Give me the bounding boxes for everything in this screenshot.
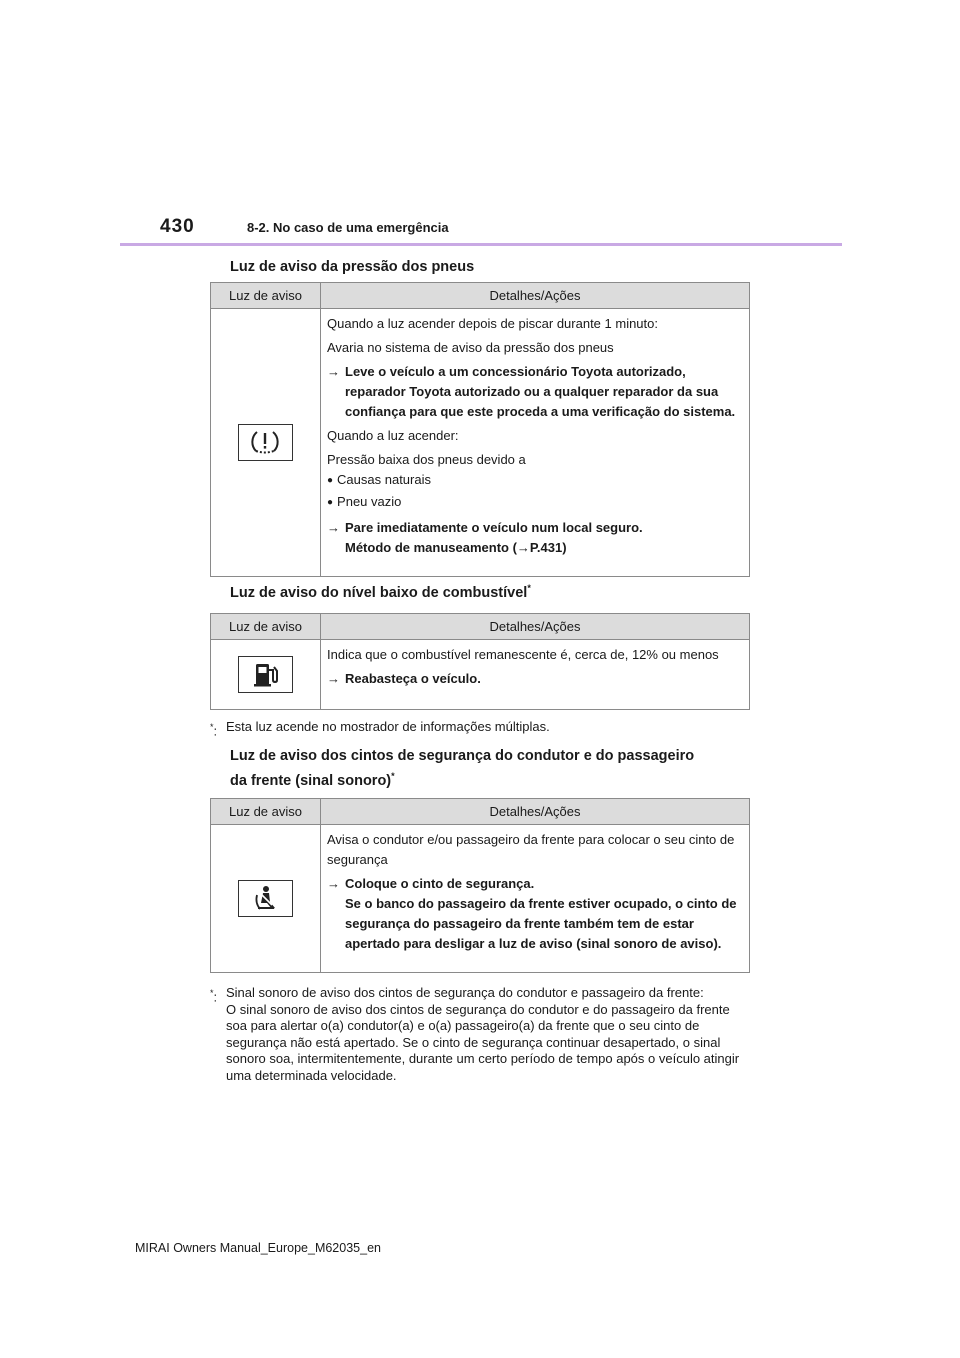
heading-seatbelt — [230, 745, 694, 792]
header-rule — [120, 243, 842, 246]
heading-text: Luz de aviso dos cintos de segurança do condutor e do passageiro — [230, 748, 695, 764]
table-low-fuel — [210, 613, 750, 710]
page-reference: Método de manuseamento (→P.431) — [345, 540, 567, 555]
action-text: Leve o veículo a um concessionário Toyota autorizado, reparador Toyota autorizado ou a qualquer reparador da sua confiança para que este proceda a uma verificação do sistema. — [345, 364, 736, 419]
heading-tire-pressure: Luz de aviso da pressão dos pneus — [230, 259, 475, 275]
action-text: Se o banco do passageiro da frente estiver ocupado, o cinto de segurança do passageiro da frente também tem de estar apertado para desligar a luz de aviso (sinal sonoro de aviso). — [345, 896, 737, 951]
description-text: Avisa o condutor e/ou passageiro da frente para colocar o seu cinto de segurança — [327, 832, 735, 867]
action-item — [327, 874, 743, 954]
icon-cell — [211, 825, 321, 973]
action-text: Reabasteça o veículo. — [345, 671, 481, 686]
description-text: Indica que o combustível remanescente é, cerca de, 12% ou menos — [327, 647, 719, 662]
seatbelt-reminder-icon — [238, 880, 293, 917]
column-header-warning-light: Luz de aviso — [211, 799, 321, 825]
footer-manual-id: MIRAI Owners Manual_Europe_M62035_en — [135, 1241, 381, 1255]
table-seatbelt — [210, 798, 750, 973]
arrow-right-icon: → — [327, 876, 340, 891]
details-cell — [321, 309, 750, 577]
bullet-item: ● Causas naturais — [327, 470, 743, 492]
arrow-right-icon: → — [327, 671, 340, 686]
footnote-text: Sinal sonoro de aviso dos cintos de segurança do condutor e passageiro da frente: — [226, 985, 704, 1000]
footnote-marker: *: — [210, 988, 218, 1005]
footnote-marker: * — [391, 771, 395, 782]
page-number: 430 — [160, 216, 195, 237]
heading-text: Luz de aviso do nível baixo de combustível — [230, 585, 528, 601]
condition-text: Quando a luz acender depois de piscar durante 1 minuto: — [327, 316, 658, 331]
bullet-item: ● Pneu vazio — [327, 492, 743, 514]
arrow-right-icon: → — [327, 520, 340, 535]
column-header-details: Detalhes/Ações — [321, 799, 750, 825]
action-text: Pare imediatamente o veículo num local seguro. — [345, 520, 643, 535]
action-text: Coloque o cinto de segurança. — [345, 876, 535, 891]
footnote-marker: *: — [210, 722, 218, 739]
action-item — [327, 518, 743, 558]
details-cell — [321, 825, 750, 973]
arrow-right-icon: → — [327, 364, 340, 379]
heading-low-fuel — [230, 582, 531, 604]
icon-cell — [211, 640, 321, 710]
column-header-warning-light: Luz de aviso — [211, 283, 321, 309]
footnote-seatbelt — [210, 985, 750, 1084]
tire-pressure-warning-icon — [238, 424, 293, 461]
column-header-warning-light: Luz de aviso — [211, 614, 321, 640]
cause-text: Avaria no sistema de aviso da pressão dos pneus — [327, 340, 614, 355]
footnote-marker: * — [527, 583, 531, 594]
footnote-text: O sinal sonoro de aviso dos cintos de segurança do condutor e do passageiro da frente soa para alertar o(a) condutor(a) e o(a) passageiro(a) da frente que o seu cinto de segurança não está apertado. Se o cinto de segurança continuar desapertado, o sinal sonoro soa, intermitentemente, durante um certo período de tempo após o veículo atingir uma determinada velocidade. — [226, 1001, 740, 1083]
action-item — [327, 669, 743, 689]
column-header-details: Detalhes/Ações — [321, 283, 750, 309]
action-item — [327, 362, 743, 422]
footnote-text: Esta luz acende no mostrador de informações múltiplas. — [226, 719, 550, 734]
heading-text: da frente (sinal sonoro) — [230, 773, 392, 789]
cause-text: Pressão baixa dos pneus devido a — [327, 452, 526, 467]
section-title: 8-2. No caso de uma emergência — [247, 220, 449, 235]
table-tire-pressure — [210, 282, 750, 577]
condition-text: Quando a luz acender: — [327, 428, 459, 443]
icon-cell — [211, 309, 321, 577]
column-header-details: Detalhes/Ações — [321, 614, 750, 640]
details-cell — [321, 640, 750, 710]
fuel-pump-icon — [238, 656, 293, 693]
footnote-low-fuel — [210, 719, 750, 739]
